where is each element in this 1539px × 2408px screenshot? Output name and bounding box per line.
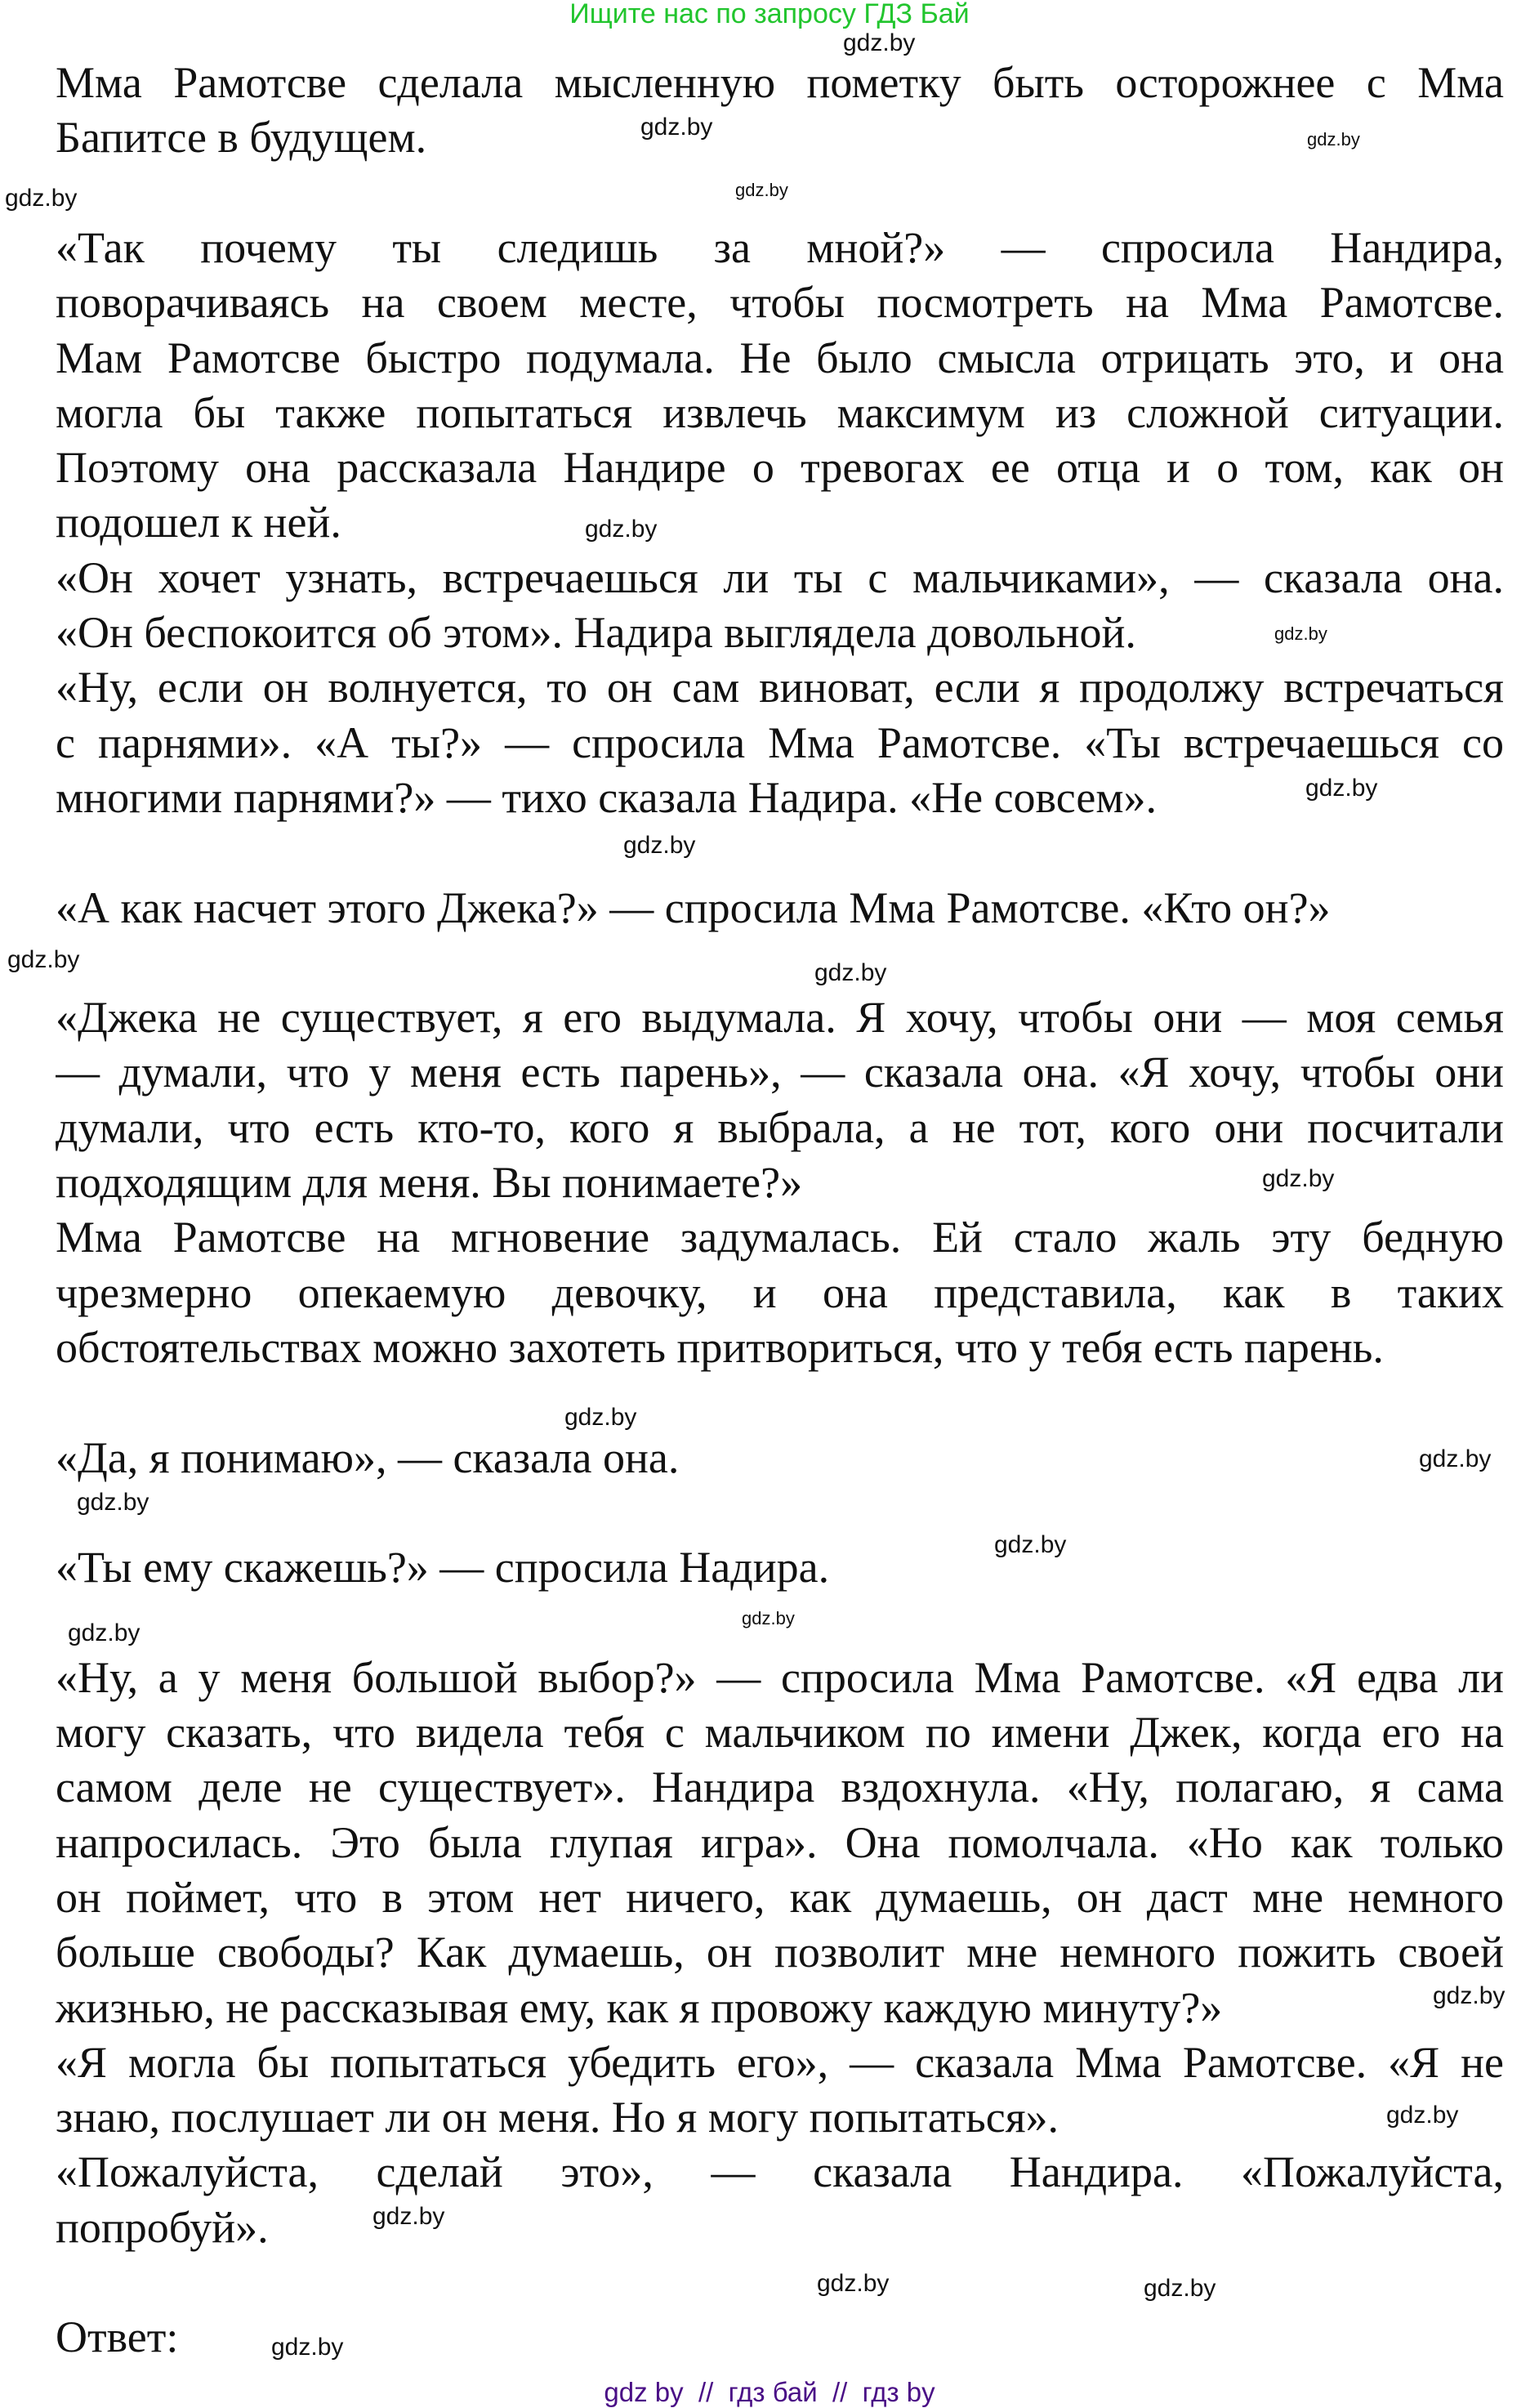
text-line: подходящим для меня. Вы понимаете?»	[56, 1158, 803, 1207]
text-line: самом деле не существует». Нандира вздохнула. «Ну, полагаю, я сама	[56, 1762, 1504, 1812]
text-line: подошел к ней.	[56, 498, 341, 547]
text-line: Ответ:	[56, 2312, 179, 2362]
watermark: gdz.by	[5, 185, 78, 212]
text-line: Мма Рамотсве сделала мысленную пометку быть осторожнее с Мма	[56, 58, 1504, 107]
watermark: gdz.by	[623, 832, 696, 859]
text-line: «А как насчет этого Джека?» — спросила Мма Рамотсве. «Кто он?»	[56, 882, 1331, 932]
text-line: Поэтому она рассказала Нандире о тревогах ее отца и о том, как он	[56, 443, 1504, 493]
footer-links: gdz by // гдз бай // гдз by	[604, 2377, 935, 2407]
text-line: «Да, я понимаю», — сказала она.	[56, 1432, 680, 1482]
watermark: gdz.by	[372, 2203, 445, 2230]
text-line: напросилась. Это была глупая игра». Она помолчала. «Но как только	[56, 1817, 1504, 1867]
watermark: gdz.by	[1274, 623, 1327, 644]
watermark: gdz.by	[1262, 1165, 1335, 1192]
watermark: gdz.by	[68, 1619, 141, 1646]
text-line: Бапитсе в будущем.	[56, 113, 427, 163]
watermark: gdz.by	[742, 1608, 795, 1628]
watermark: gdz.by	[843, 29, 916, 56]
text-line: — думали, что у меня есть парень», — сказала она. «Я хочу, чтобы они	[56, 1048, 1504, 1097]
text-line: могу сказать, что видела тебя с мальчиком по имени Джек, когда его на	[56, 1708, 1504, 1757]
watermark: gdz.by	[1419, 1445, 1492, 1472]
text-line: чрезмерно опекаемую девочку, и она представила, как в таких	[56, 1267, 1504, 1317]
watermark: gdz.by	[564, 1404, 637, 1431]
text-line: могла бы также попытаться извлечь максимум из сложной ситуации.	[56, 387, 1504, 437]
text-line: с парнями». «А ты?» — спросила Мма Рамотсве. «Ты встречаешься со	[56, 717, 1504, 767]
text-line: обстоятельствах можно захотеть притвориться, что у тебя есть парень.	[56, 1322, 1384, 1372]
text-line: «Ты ему скажешь?» — спросила Надира.	[56, 1543, 830, 1593]
text-line: «Ну, если он волнуется, то он сам виноват, если я продолжу встречаться	[56, 663, 1504, 713]
watermark: gdz.by	[994, 1531, 1067, 1558]
text-line: думали, что есть кто-то, кого я выбрала, а не тот, кого они посчитали	[56, 1102, 1504, 1152]
watermark: gdz.by	[7, 946, 80, 973]
text-line: Мма Рамотсве на мгновение задумалась. Ей стало жаль эту бедную	[56, 1213, 1504, 1262]
text-line: знаю, послушает ли он меня. Но я могу попытаться».	[56, 2093, 1059, 2142]
text-line: больше свободы? Как думаешь, он позволит мне немного пожить своей	[56, 1928, 1504, 1977]
watermark: gdz.by	[77, 1489, 149, 1516]
watermark: gdz.by	[1433, 1982, 1506, 2009]
search-hint-banner: Ищите нас по запросу ГДЗ Бай	[569, 0, 970, 29]
watermark: gdz.by	[585, 516, 658, 543]
watermark: gdz.by	[1307, 129, 1360, 150]
watermark: gdz.by	[814, 959, 887, 986]
text-line: «Я могла бы попытаться убедить его», — сказала Мма Рамотсве. «Я не	[56, 2037, 1504, 2087]
text-line: «Джека не существует, я его выдумала. Я хочу, чтобы они — моя семья	[56, 993, 1504, 1043]
text-line: он поймет, что в этом нет ничего, как думаешь, он даст мне немного	[56, 1872, 1504, 1922]
text-line: «Он хочет узнать, встречаешься ли ты с мальчиками», — сказала она.	[56, 552, 1504, 602]
text-line: «Так почему ты следишь за мной?» — спросила Нандира,	[56, 222, 1504, 272]
watermark: gdz.by	[1386, 2102, 1459, 2129]
watermark: gdz.by	[640, 114, 713, 141]
text-line: «Он беспокоится об этом». Надира выглядела довольной.	[56, 608, 1136, 657]
text-line: многими парнями?» — тихо сказала Надира. «Не совсем».	[56, 772, 1157, 822]
text-line: «Пожалуйста, сделай это», — сказала Нандира. «Пожалуйста,	[56, 2147, 1504, 2197]
text-line: поворачиваясь на своем месте, чтобы посмотреть на Мма Рамотсве.	[56, 278, 1504, 328]
text-line: попробуй».	[56, 2202, 269, 2252]
text-line: Мам Рамотсве быстро подумала. Не было смысла отрицать это, и она	[56, 333, 1504, 382]
watermark: gdz.by	[271, 2334, 344, 2361]
text-line: «Ну, а у меня большой выбор?» — спросила Мма Рамотсве. «Я едва ли	[56, 1652, 1504, 1702]
watermark: gdz.by	[817, 2270, 890, 2297]
watermark: gdz.by	[735, 180, 788, 200]
watermark: gdz.by	[1144, 2275, 1216, 2302]
text-line: жизнью, не рассказывая ему, как я провожу каждую минуту?»	[56, 1982, 1223, 2032]
watermark: gdz.by	[1305, 775, 1378, 802]
